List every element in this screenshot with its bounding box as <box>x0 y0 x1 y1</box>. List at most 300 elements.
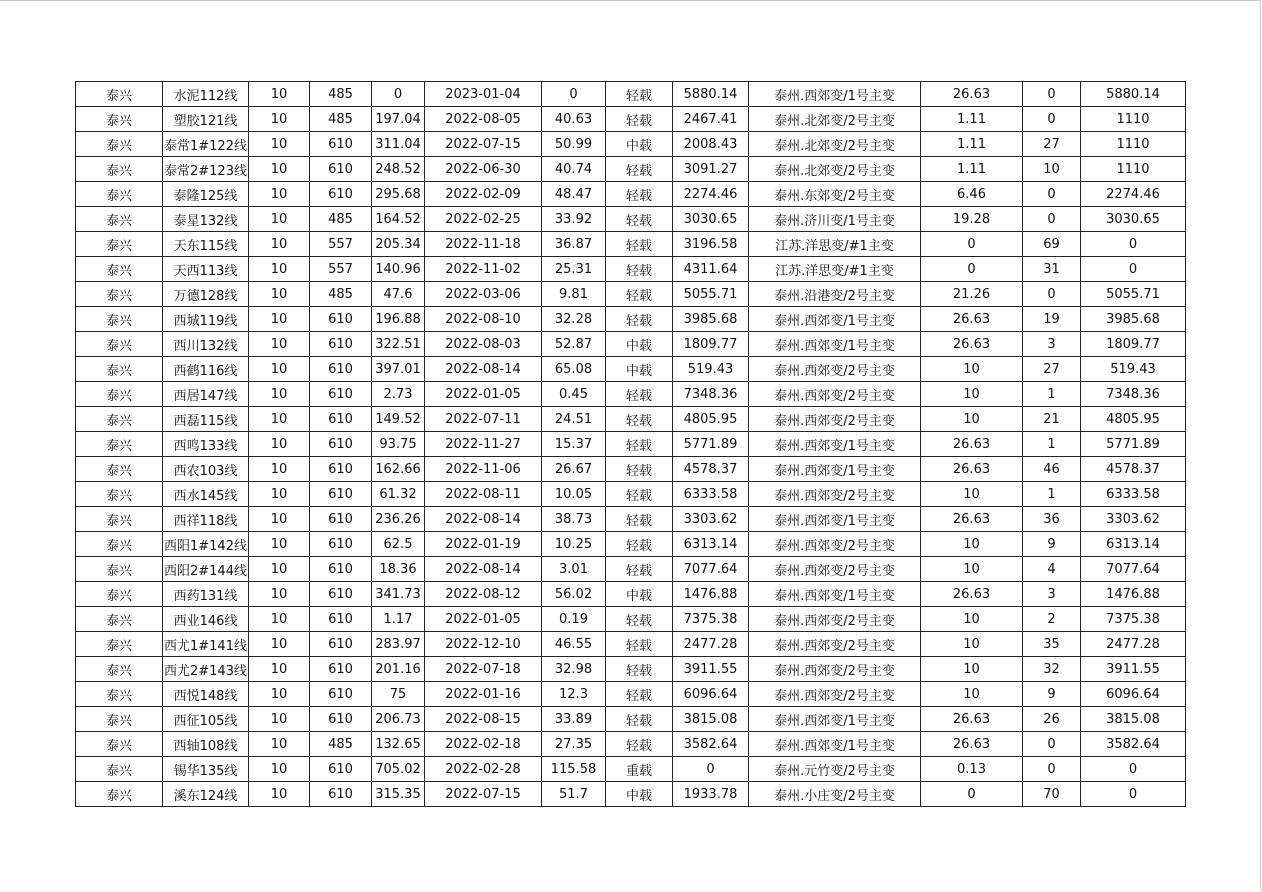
cell-transformer: 泰州.元竹变/2号主变 <box>749 757 921 782</box>
cell-voltage: 10 <box>249 232 310 257</box>
table-row <box>76 232 1186 257</box>
cell-transformer: 泰州.西郊变/2号主变 <box>749 382 921 407</box>
cell-date: 2022-07-18 <box>425 657 542 682</box>
cell-capacity: 3303.62 <box>1081 507 1186 532</box>
cell-line-name: 西磊115线 <box>163 407 249 432</box>
cell-date: 2022-01-05 <box>425 382 542 407</box>
cell-capacity: 7077.64 <box>1081 557 1186 582</box>
cell-date: 2022-07-15 <box>425 782 542 807</box>
cell-rated-current: 485 <box>310 207 372 232</box>
cell-available-capacity: 3911.55 <box>673 657 749 682</box>
cell-date: 2022-11-18 <box>425 232 542 257</box>
cell-date: 2022-01-16 <box>425 682 542 707</box>
cell-capacity: 5880.14 <box>1081 82 1186 107</box>
cell-count: 70 <box>1023 782 1081 807</box>
cell-transformer-capacity: 0 <box>921 257 1023 282</box>
cell-max-current: 75 <box>372 682 425 707</box>
cell-rated-current: 610 <box>310 482 372 507</box>
cell-voltage: 10 <box>249 757 310 782</box>
cell-county: 泰兴 <box>76 482 163 507</box>
cell-date: 2023-01-04 <box>425 82 542 107</box>
cell-count: 27 <box>1023 357 1081 382</box>
cell-transformer-capacity: 26.63 <box>921 432 1023 457</box>
cell-max-current: 341.73 <box>372 582 425 607</box>
cell-line-name: 西阳1#142线 <box>163 532 249 557</box>
table-row <box>76 557 1186 582</box>
cell-rated-current: 485 <box>310 107 372 132</box>
table-row <box>76 532 1186 557</box>
cell-count: 0 <box>1023 182 1081 207</box>
cell-count: 2 <box>1023 607 1081 632</box>
cell-max-current: 140.96 <box>372 257 425 282</box>
cell-capacity: 5055.71 <box>1081 282 1186 307</box>
cell-capacity: 7348.36 <box>1081 382 1186 407</box>
cell-available-capacity: 3196.58 <box>673 232 749 257</box>
cell-transformer: 泰州.西郊变/1号主变 <box>749 82 921 107</box>
cell-max-current: 0 <box>372 82 425 107</box>
cell-rated-current: 610 <box>310 607 372 632</box>
table-row <box>76 457 1186 482</box>
cell-available-capacity: 2477.28 <box>673 632 749 657</box>
cell-count: 0 <box>1023 82 1081 107</box>
cell-count: 27 <box>1023 132 1081 157</box>
cell-transformer: 泰州.西郊变/1号主变 <box>749 307 921 332</box>
table-row <box>76 482 1186 507</box>
cell-available-capacity: 4578.37 <box>673 457 749 482</box>
cell-county: 泰兴 <box>76 307 163 332</box>
cell-load-status: 轻载 <box>606 232 673 257</box>
cell-load-status: 轻载 <box>606 482 673 507</box>
cell-date: 2022-08-12 <box>425 582 542 607</box>
cell-rated-current: 610 <box>310 457 372 482</box>
cell-load-status: 轻载 <box>606 632 673 657</box>
cell-load-rate: 50.99 <box>542 132 606 157</box>
cell-county: 泰兴 <box>76 732 163 757</box>
cell-county: 泰兴 <box>76 107 163 132</box>
cell-transformer-capacity: 0 <box>921 232 1023 257</box>
cell-load-status: 轻载 <box>606 182 673 207</box>
cell-capacity: 0 <box>1081 232 1186 257</box>
cell-load-rate: 12.3 <box>542 682 606 707</box>
cell-county: 泰兴 <box>76 757 163 782</box>
cell-load-rate: 10.25 <box>542 532 606 557</box>
cell-max-current: 61.32 <box>372 482 425 507</box>
cell-capacity: 4578.37 <box>1081 457 1186 482</box>
cell-transformer-capacity: 10 <box>921 357 1023 382</box>
cell-rated-current: 610 <box>310 182 372 207</box>
cell-transformer: 泰州.西郊变/1号主变 <box>749 582 921 607</box>
cell-rated-current: 610 <box>310 382 372 407</box>
cell-load-rate: 15.37 <box>542 432 606 457</box>
cell-voltage: 10 <box>249 432 310 457</box>
cell-voltage: 10 <box>249 507 310 532</box>
cell-load-status: 中载 <box>606 582 673 607</box>
cell-capacity: 3911.55 <box>1081 657 1186 682</box>
cell-transformer-capacity: 1.11 <box>921 132 1023 157</box>
cell-voltage: 10 <box>249 632 310 657</box>
cell-county: 泰兴 <box>76 182 163 207</box>
cell-count: 3 <box>1023 332 1081 357</box>
cell-line-name: 西尤2#143线 <box>163 657 249 682</box>
cell-date: 2022-08-15 <box>425 707 542 732</box>
cell-available-capacity: 3985.68 <box>673 307 749 332</box>
cell-available-capacity: 5880.14 <box>673 82 749 107</box>
cell-voltage: 10 <box>249 382 310 407</box>
cell-capacity: 2477.28 <box>1081 632 1186 657</box>
cell-date: 2022-01-19 <box>425 532 542 557</box>
cell-available-capacity: 519.43 <box>673 357 749 382</box>
cell-max-current: 397.01 <box>372 357 425 382</box>
cell-date: 2022-08-05 <box>425 107 542 132</box>
cell-count: 36 <box>1023 507 1081 532</box>
cell-line-name: 西水145线 <box>163 482 249 507</box>
cell-county: 泰兴 <box>76 207 163 232</box>
cell-max-current: 93.75 <box>372 432 425 457</box>
cell-count: 1 <box>1023 482 1081 507</box>
cell-voltage: 10 <box>249 557 310 582</box>
cell-max-current: 311.04 <box>372 132 425 157</box>
cell-max-current: 206.73 <box>372 707 425 732</box>
cell-transformer: 泰州.西郊变/2号主变 <box>749 682 921 707</box>
table-row <box>76 507 1186 532</box>
cell-voltage: 10 <box>249 682 310 707</box>
cell-load-rate: 38.73 <box>542 507 606 532</box>
cell-rated-current: 610 <box>310 157 372 182</box>
cell-max-current: 322.51 <box>372 332 425 357</box>
cell-rated-current: 610 <box>310 307 372 332</box>
cell-max-current: 47.6 <box>372 282 425 307</box>
cell-voltage: 10 <box>249 707 310 732</box>
cell-voltage: 10 <box>249 107 310 132</box>
cell-county: 泰兴 <box>76 557 163 582</box>
cell-load-status: 轻载 <box>606 657 673 682</box>
cell-transformer-capacity: 10 <box>921 557 1023 582</box>
cell-transformer: 泰州.北郊变/2号主变 <box>749 107 921 132</box>
cell-load-status: 轻载 <box>606 382 673 407</box>
cell-load-rate: 24.51 <box>542 407 606 432</box>
cell-count: 21 <box>1023 407 1081 432</box>
cell-count: 0 <box>1023 757 1081 782</box>
cell-rated-current: 610 <box>310 782 372 807</box>
cell-voltage: 10 <box>249 332 310 357</box>
cell-voltage: 10 <box>249 182 310 207</box>
cell-rated-current: 557 <box>310 257 372 282</box>
cell-county: 泰兴 <box>76 432 163 457</box>
cell-available-capacity: 0 <box>673 757 749 782</box>
cell-available-capacity: 3582.64 <box>673 732 749 757</box>
cell-line-name: 西祥118线 <box>163 507 249 532</box>
cell-transformer-capacity: 0.13 <box>921 757 1023 782</box>
cell-load-status: 中载 <box>606 332 673 357</box>
cell-count: 46 <box>1023 457 1081 482</box>
cell-line-name: 水泥112线 <box>163 82 249 107</box>
cell-capacity: 6096.64 <box>1081 682 1186 707</box>
cell-county: 泰兴 <box>76 282 163 307</box>
cell-count: 0 <box>1023 732 1081 757</box>
cell-available-capacity: 7348.36 <box>673 382 749 407</box>
cell-load-status: 轻载 <box>606 207 673 232</box>
cell-available-capacity: 5055.71 <box>673 282 749 307</box>
cell-rated-current: 557 <box>310 232 372 257</box>
cell-capacity: 2274.46 <box>1081 182 1186 207</box>
cell-available-capacity: 4805.95 <box>673 407 749 432</box>
cell-load-rate: 33.89 <box>542 707 606 732</box>
cell-capacity: 6313.14 <box>1081 532 1186 557</box>
cell-available-capacity: 2467.41 <box>673 107 749 132</box>
cell-rated-current: 610 <box>310 407 372 432</box>
cell-transformer-capacity: 19.28 <box>921 207 1023 232</box>
table-row <box>76 382 1186 407</box>
cell-rated-current: 610 <box>310 757 372 782</box>
cell-transformer-capacity: 26.63 <box>921 332 1023 357</box>
cell-transformer: 泰州.沿港变/2号主变 <box>749 282 921 307</box>
cell-transformer: 泰州.西郊变/2号主变 <box>749 407 921 432</box>
cell-date: 2022-02-25 <box>425 207 542 232</box>
cell-transformer: 泰州.西郊变/1号主变 <box>749 432 921 457</box>
cell-rated-current: 485 <box>310 732 372 757</box>
cell-county: 泰兴 <box>76 357 163 382</box>
cell-transformer-capacity: 26.63 <box>921 582 1023 607</box>
cell-available-capacity: 3815.08 <box>673 707 749 732</box>
cell-date: 2022-08-14 <box>425 557 542 582</box>
cell-voltage: 10 <box>249 157 310 182</box>
cell-voltage: 10 <box>249 532 310 557</box>
cell-count: 69 <box>1023 232 1081 257</box>
cell-count: 0 <box>1023 107 1081 132</box>
cell-count: 26 <box>1023 707 1081 732</box>
cell-available-capacity: 4311.64 <box>673 257 749 282</box>
cell-voltage: 10 <box>249 307 310 332</box>
cell-rated-current: 610 <box>310 332 372 357</box>
cell-count: 35 <box>1023 632 1081 657</box>
cell-load-rate: 56.02 <box>542 582 606 607</box>
cell-voltage: 10 <box>249 482 310 507</box>
table-row <box>76 432 1186 457</box>
cell-count: 3 <box>1023 582 1081 607</box>
cell-max-current: 18.36 <box>372 557 425 582</box>
cell-county: 泰兴 <box>76 532 163 557</box>
cell-voltage: 10 <box>249 407 310 432</box>
cell-load-status: 轻载 <box>606 282 673 307</box>
cell-max-current: 132.65 <box>372 732 425 757</box>
cell-capacity: 519.43 <box>1081 357 1186 382</box>
cell-line-name: 西业146线 <box>163 607 249 632</box>
cell-date: 2022-01-05 <box>425 607 542 632</box>
cell-load-rate: 25.31 <box>542 257 606 282</box>
table-row <box>76 132 1186 157</box>
cell-max-current: 162.66 <box>372 457 425 482</box>
cell-count: 10 <box>1023 157 1081 182</box>
cell-transformer: 江苏.洋思变/#1主变 <box>749 232 921 257</box>
cell-transformer-capacity: 21.26 <box>921 282 1023 307</box>
cell-rated-current: 485 <box>310 282 372 307</box>
cell-max-current: 62.5 <box>372 532 425 557</box>
cell-voltage: 10 <box>249 82 310 107</box>
cell-county: 泰兴 <box>76 607 163 632</box>
cell-capacity: 3030.65 <box>1081 207 1186 232</box>
cell-voltage: 10 <box>249 607 310 632</box>
cell-county: 泰兴 <box>76 632 163 657</box>
cell-available-capacity: 2008.43 <box>673 132 749 157</box>
table-row <box>76 632 1186 657</box>
cell-transformer-capacity: 10 <box>921 682 1023 707</box>
cell-voltage: 10 <box>249 582 310 607</box>
cell-available-capacity: 6333.58 <box>673 482 749 507</box>
cell-load-rate: 3.01 <box>542 557 606 582</box>
cell-county: 泰兴 <box>76 157 163 182</box>
cell-max-current: 248.52 <box>372 157 425 182</box>
cell-transformer: 泰州.济川变/1号主变 <box>749 207 921 232</box>
cell-max-current: 315.35 <box>372 782 425 807</box>
cell-transformer-capacity: 26.63 <box>921 457 1023 482</box>
table-row <box>76 207 1186 232</box>
cell-available-capacity: 2274.46 <box>673 182 749 207</box>
cell-capacity: 1110 <box>1081 132 1186 157</box>
cell-load-rate: 48.47 <box>542 182 606 207</box>
cell-transformer: 泰州.西郊变/2号主变 <box>749 632 921 657</box>
cell-load-rate: 36.87 <box>542 232 606 257</box>
cell-max-current: 196.88 <box>372 307 425 332</box>
cell-transformer: 泰州.西郊变/1号主变 <box>749 332 921 357</box>
cell-transformer: 泰州.西郊变/1号主变 <box>749 457 921 482</box>
cell-load-rate: 51.7 <box>542 782 606 807</box>
cell-transformer-capacity: 26.63 <box>921 507 1023 532</box>
cell-voltage: 10 <box>249 457 310 482</box>
cell-transformer-capacity: 10 <box>921 657 1023 682</box>
cell-county: 泰兴 <box>76 257 163 282</box>
cell-load-rate: 40.74 <box>542 157 606 182</box>
cell-line-name: 西城119线 <box>163 307 249 332</box>
cell-transformer: 泰州.西郊变/2号主变 <box>749 357 921 382</box>
cell-capacity: 6333.58 <box>1081 482 1186 507</box>
cell-load-status: 轻载 <box>606 407 673 432</box>
cell-transformer: 泰州.西郊变/1号主变 <box>749 507 921 532</box>
cell-transformer: 泰州.东郊变/2号主变 <box>749 182 921 207</box>
cell-load-status: 轻载 <box>606 532 673 557</box>
cell-load-rate: 0 <box>542 82 606 107</box>
cell-rated-current: 610 <box>310 657 372 682</box>
cell-max-current: 295.68 <box>372 182 425 207</box>
cell-voltage: 10 <box>249 207 310 232</box>
cell-line-name: 溪东124线 <box>163 782 249 807</box>
cell-count: 1 <box>1023 382 1081 407</box>
cell-load-rate: 33.92 <box>542 207 606 232</box>
cell-count: 9 <box>1023 682 1081 707</box>
cell-transformer-capacity: 10 <box>921 482 1023 507</box>
cell-line-name: 万德128线 <box>163 282 249 307</box>
cell-transformer: 泰州.西郊变/1号主变 <box>749 707 921 732</box>
cell-date: 2022-02-28 <box>425 757 542 782</box>
table-row <box>76 157 1186 182</box>
cell-transformer: 泰州.小庄变/2号主变 <box>749 782 921 807</box>
cell-max-current: 197.04 <box>372 107 425 132</box>
table-row <box>76 282 1186 307</box>
cell-available-capacity: 7375.38 <box>673 607 749 632</box>
cell-county: 泰兴 <box>76 682 163 707</box>
cell-county: 泰兴 <box>76 582 163 607</box>
cell-county: 泰兴 <box>76 407 163 432</box>
cell-rated-current: 610 <box>310 507 372 532</box>
cell-count: 1 <box>1023 432 1081 457</box>
cell-county: 泰兴 <box>76 657 163 682</box>
cell-load-rate: 115.58 <box>542 757 606 782</box>
cell-date: 2022-12-10 <box>425 632 542 657</box>
cell-transformer: 泰州.西郊变/2号主变 <box>749 607 921 632</box>
cell-load-status: 中载 <box>606 132 673 157</box>
cell-capacity: 0 <box>1081 782 1186 807</box>
cell-line-name: 西农103线 <box>163 457 249 482</box>
cell-county: 泰兴 <box>76 707 163 732</box>
cell-rated-current: 610 <box>310 632 372 657</box>
cell-rated-current: 610 <box>310 532 372 557</box>
cell-capacity: 4805.95 <box>1081 407 1186 432</box>
cell-line-name: 天西113线 <box>163 257 249 282</box>
cell-voltage: 10 <box>249 782 310 807</box>
cell-county: 泰兴 <box>76 82 163 107</box>
cell-count: 0 <box>1023 282 1081 307</box>
cell-capacity: 1110 <box>1081 157 1186 182</box>
cell-date: 2022-08-14 <box>425 507 542 532</box>
cell-line-name: 西鸣133线 <box>163 432 249 457</box>
cell-transformer-capacity: 0 <box>921 782 1023 807</box>
cell-count: 31 <box>1023 257 1081 282</box>
cell-rated-current: 610 <box>310 707 372 732</box>
cell-county: 泰兴 <box>76 782 163 807</box>
cell-voltage: 10 <box>249 132 310 157</box>
cell-transformer: 泰州.西郊变/2号主变 <box>749 532 921 557</box>
table-row <box>76 82 1186 107</box>
cell-available-capacity: 3303.62 <box>673 507 749 532</box>
table-row <box>76 582 1186 607</box>
cell-available-capacity: 7077.64 <box>673 557 749 582</box>
cell-transformer-capacity: 26.63 <box>921 82 1023 107</box>
cell-transformer-capacity: 26.63 <box>921 732 1023 757</box>
cell-rated-current: 610 <box>310 582 372 607</box>
cell-load-rate: 26.67 <box>542 457 606 482</box>
cell-load-rate: 0.19 <box>542 607 606 632</box>
cell-transformer-capacity: 10 <box>921 382 1023 407</box>
cell-capacity: 3985.68 <box>1081 307 1186 332</box>
cell-rated-current: 610 <box>310 557 372 582</box>
cell-rated-current: 485 <box>310 82 372 107</box>
cell-load-status: 轻载 <box>606 257 673 282</box>
cell-transformer-capacity: 10 <box>921 607 1023 632</box>
cell-load-status: 轻载 <box>606 82 673 107</box>
cell-line-name: 天东115线 <box>163 232 249 257</box>
cell-date: 2022-11-02 <box>425 257 542 282</box>
cell-load-rate: 9.81 <box>542 282 606 307</box>
cell-transformer: 泰州.西郊变/1号主变 <box>749 732 921 757</box>
cell-max-current: 205.34 <box>372 232 425 257</box>
cell-county: 泰兴 <box>76 332 163 357</box>
cell-rated-current: 610 <box>310 132 372 157</box>
cell-load-status: 轻载 <box>606 557 673 582</box>
cell-load-rate: 52.87 <box>542 332 606 357</box>
cell-available-capacity: 3030.65 <box>673 207 749 232</box>
cell-transformer-capacity: 10 <box>921 532 1023 557</box>
cell-transformer-capacity: 10 <box>921 407 1023 432</box>
cell-date: 2022-08-14 <box>425 357 542 382</box>
cell-load-status: 轻载 <box>606 732 673 757</box>
cell-line-name: 西尤1#141线 <box>163 632 249 657</box>
table-row <box>76 607 1186 632</box>
cell-capacity: 1476.88 <box>1081 582 1186 607</box>
cell-load-status: 中载 <box>606 782 673 807</box>
table-row <box>76 107 1186 132</box>
cell-transformer-capacity: 1.11 <box>921 107 1023 132</box>
cell-capacity: 1809.77 <box>1081 332 1186 357</box>
cell-voltage: 10 <box>249 657 310 682</box>
